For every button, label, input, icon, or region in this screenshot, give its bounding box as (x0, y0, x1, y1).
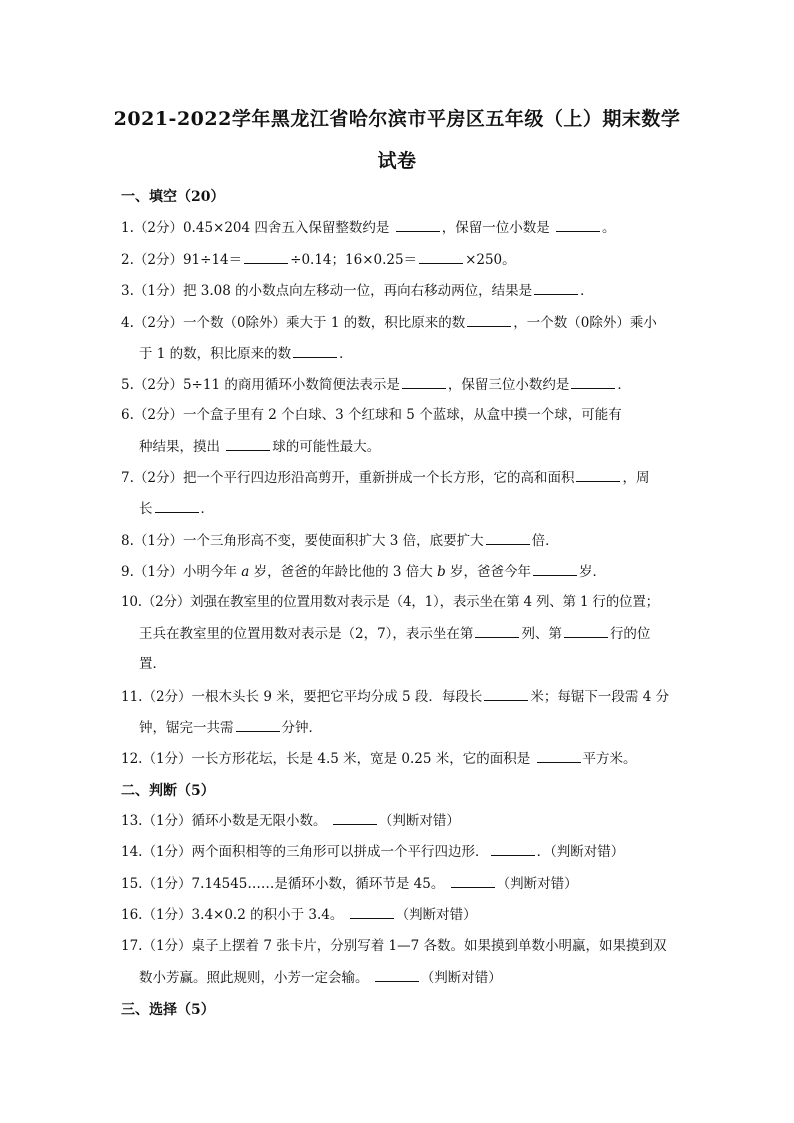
question-10-cont: 王兵在教室里的位置用数对表示是（2，7），表示坐在第 列、第 行的位 (139, 626, 651, 642)
question-10: 10.（2分）刘强在教室里的位置用数对表示是（4，1），表示坐在第 4 列、第 1 行的位置； (121, 594, 659, 610)
answer-blank[interactable] (576, 468, 620, 482)
answer-blank[interactable] (533, 562, 577, 576)
answer-blank[interactable] (556, 218, 600, 232)
answer-blank[interactable] (244, 250, 288, 264)
answer-blank[interactable] (419, 250, 463, 264)
variable-b: b (437, 564, 446, 580)
question-6-cont: 种结果，摸出 球的可能性最大。 (139, 439, 381, 455)
answer-blank[interactable] (534, 281, 578, 295)
question-17-cont: 数小芳赢。照此规则，小芳一定会输。 （判断对错） (139, 970, 502, 986)
question-7: 7.（2分）把一个平行四边形沿高剪开，重新拼成一个长方形，它的高和面积 ，周 (121, 470, 650, 486)
question-2: 2.（2分）91÷14＝ ÷0.14；16×0.25＝ ×250。 (121, 252, 516, 268)
answer-blank[interactable] (375, 968, 419, 982)
answer-blank[interactable] (571, 375, 615, 389)
answer-blank[interactable] (467, 313, 511, 327)
answer-blank[interactable] (451, 874, 495, 888)
question-15: 15.（1分）7.14545……是循环小数，循环节是 45。 （判断对错） (121, 876, 578, 892)
answer-blank[interactable] (402, 375, 446, 389)
question-12: 12.（1分）一长方形花坛，长是 4.5 米，宽是 0.25 米，它的面积是 平方米。 (121, 751, 637, 767)
question-16: 16.（1分）3.4×0.2 的积小于 3.4。 （判断对错） (121, 907, 477, 923)
variable-a: a (241, 564, 250, 580)
answer-blank[interactable] (396, 218, 440, 232)
answer-blank[interactable] (537, 749, 581, 763)
question-9: 9.（1分）小明今年 a 岁，爸爸的年龄比他的 3 倍大 b 岁，爸爸今年 岁． (121, 564, 607, 580)
exam-title-line1: 2021-2022学年黑龙江省哈尔滨市平房区五年级（上）期末数学 (113, 108, 681, 130)
answer-blank[interactable] (350, 905, 394, 919)
question-11-cont: 钟，锯完一共需 分钟． (139, 720, 322, 736)
answer-blank[interactable] (484, 687, 528, 701)
question-7-cont: 长 ． (139, 501, 214, 517)
answer-blank[interactable] (475, 624, 519, 638)
section-judge-heading: 二、判断（5） (121, 783, 215, 799)
section-fill-heading: 一、填空（20） (121, 189, 225, 205)
answer-blank[interactable] (236, 718, 280, 732)
section-choice-heading: 三、选择（5） (121, 1002, 215, 1018)
question-3: 3.（1分）把 3.08 的小数点向左移动一位，再向右移动两位，结果是 ． (121, 283, 594, 299)
answer-blank[interactable] (333, 811, 377, 825)
question-4: 4.（2分）一个数（0除外）乘大于 1 的数，积比原来的数 ，一个数（0除外）乘小 (121, 315, 657, 331)
question-14: 14.（1分）两个面积相等的三角形可以拼成一个平行四边形． ．（判断对错） (121, 844, 625, 860)
question-11: 11.（2分）一根木头长 9 米，要把它平均分成 5 段．每段长 米；每锯下一段需 4 分 (121, 689, 670, 705)
exam-title-line2: 试卷 (377, 150, 417, 172)
question-6: 6.（2分）一个盒子里有 2 个白球、3 个红球和 5 个蓝球，从盒中摸一个球，可能有 (121, 407, 622, 423)
question-10-cont2: 置． (139, 656, 166, 672)
question-5: 5.（2分）5÷11 的商用循环小数简便法表示是 ，保留三位小数约是 ． (121, 377, 631, 393)
question-8: 8.（1分）一个三角形高不变，要使面积扩大 3 倍，底要扩大 倍． (121, 533, 559, 549)
question-4-cont: 于 1 的数，积比原来的数 ． (139, 346, 353, 362)
answer-blank[interactable] (226, 437, 270, 451)
answer-blank[interactable] (486, 531, 530, 545)
question-17: 17.（1分）桌子上摆着 7 张卡片，分别写着 1—7 各数。如果摸到单数小明赢，如果摸到双 (121, 938, 667, 954)
answer-blank[interactable] (293, 344, 337, 358)
answer-blank[interactable] (491, 842, 535, 856)
question-1: 1.（2分）0.45×204 四舍五入保留整数约是 ，保留一位小数是 。 (121, 220, 616, 236)
answer-blank[interactable] (155, 499, 199, 513)
answer-blank[interactable] (564, 624, 608, 638)
question-13: 13.（1分）循环小数是无限小数。 （判断对错） (121, 813, 460, 829)
